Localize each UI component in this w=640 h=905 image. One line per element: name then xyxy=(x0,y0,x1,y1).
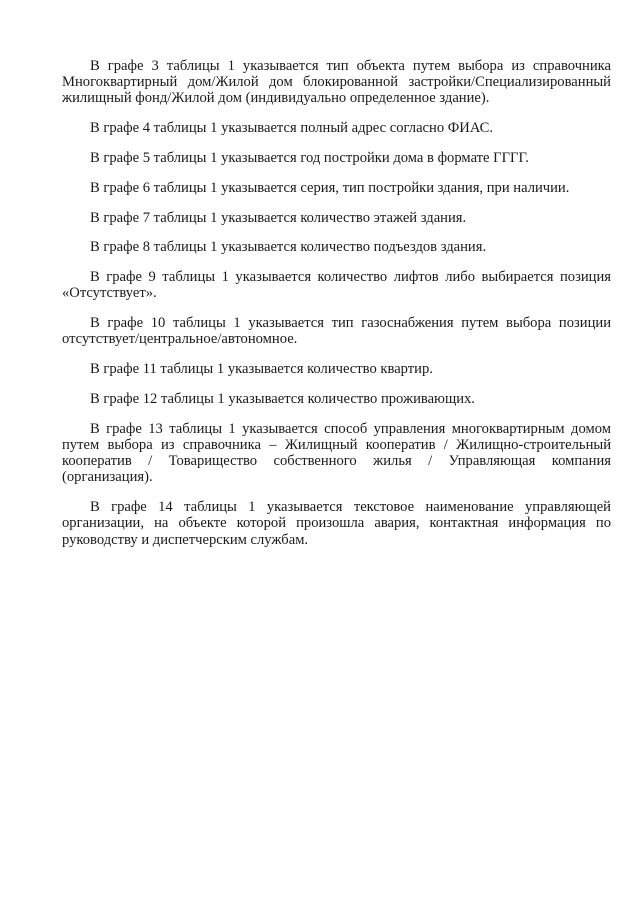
paragraph-column-4-address: В графе 4 таблицы 1 указывается полный адрес согласно ФИАС. xyxy=(90,120,494,137)
paragraph-column-3-object-type: В графе 3 таблицы 1 указывается тип объекта путем выбора из справочника Многоквартирный дом/Жилой дом блокированной застройки/Специализированный жилищный фонд/Жилой дом (индивидуально определенное здание). xyxy=(62,58,611,107)
paragraph-column-5-build-year: В графе 5 таблицы 1 указывается год постройки дома в формате ГГГГ. xyxy=(90,150,529,166)
paragraph-column-7-floors: В графе 7 таблицы 1 указывается количество этажей здания. xyxy=(90,209,467,226)
paragraph-column-10-gas-supply: В графе 10 таблицы 1 указывается тип газоснабжения путем выбора позиции отсутствует/центральное/автономное. xyxy=(62,315,611,348)
document-body xyxy=(62,58,611,548)
paragraph-column-6-series: В графе 6 таблицы 1 указывается серия, тип постройки здания, при наличии. xyxy=(90,179,570,196)
paragraph-column-11-apartments: В графе 11 таблицы 1 указывается количество квартир. xyxy=(90,361,433,378)
paragraph-column-13-management-method: В графе 13 таблицы 1 указывается способ управления многоквартирным домом путем выбора из справочника – Жилищный кооператив / Жилищно-строительный кооператив / Товарищество собственного жилья / Управляющая компания (организация). xyxy=(62,420,611,486)
paragraph-column-8-entrances: В графе 8 таблицы 1 указывается количество подъездов здания. xyxy=(90,239,487,256)
paragraph-column-9-elevators: В графе 9 таблицы 1 указывается количество лифтов либо выбирается позиция «Отсутствует». xyxy=(62,269,611,302)
paragraph-column-14-management-organization: В графе 14 таблицы 1 указывается текстовое наименование управляющей организации, на объекте которой произошла авария, контактная информация по руководству и диспетчерским службам. xyxy=(62,499,611,548)
paragraph-column-12-residents: В графе 12 таблицы 1 указывается количество проживающих. xyxy=(90,390,475,407)
